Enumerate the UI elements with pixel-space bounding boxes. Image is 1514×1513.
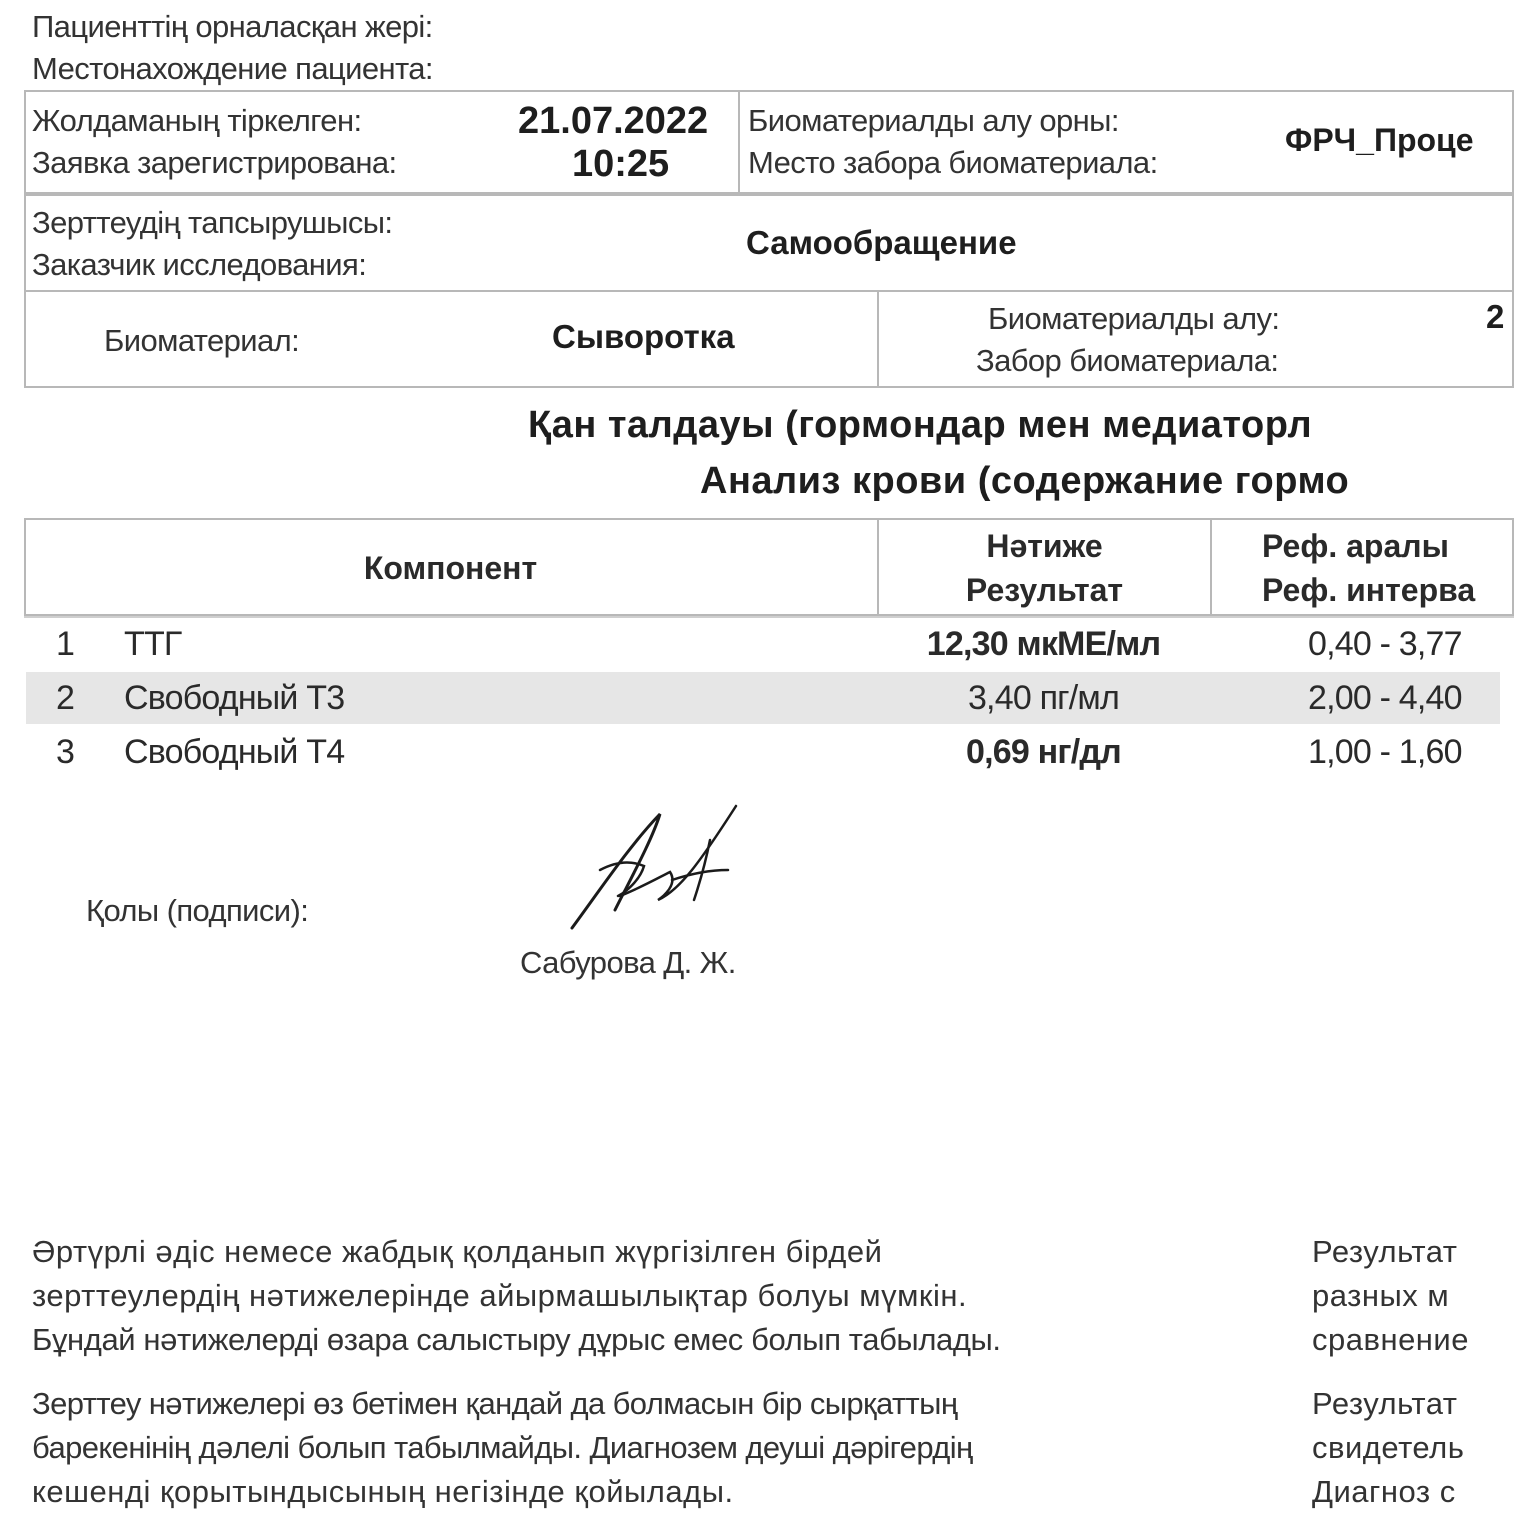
disclaimer-ru-p2-line3: Диагноз с	[1312, 1474, 1456, 1509]
row-component: ТТГ	[124, 625, 182, 663]
disclaimer-ru-p1-line3: сравнение	[1312, 1322, 1469, 1357]
collection-label-kz: Биоматериалды алу:	[988, 301, 1280, 336]
biomaterial-divider	[877, 292, 879, 386]
customer-value: Самообращение	[746, 224, 1017, 261]
collection-place-label-kz: Биоматериалды алу орны:	[748, 103, 1119, 138]
patient-location-label-ru: Местонахождение пациента:	[32, 51, 433, 86]
table-row	[26, 672, 1500, 724]
disclaimer-kz-p1-line3: Бұндай нәтижелерді өзара салыстыру дұрыс емес болып табылады.	[32, 1322, 1001, 1357]
disclaimer-ru-p1-line1: Результат	[1312, 1234, 1458, 1269]
disclaimer-kz-p1-line2: зерттеулердің нәтижелерінде айырмашылықтар болуы мүмкін.	[32, 1278, 968, 1313]
disclaimer-ru-p2-line2: свидетель	[1312, 1430, 1465, 1465]
row-result: 3,40 пг/мл	[967, 679, 1120, 717]
disclaimer-ru-p2-line1: Результат	[1312, 1386, 1458, 1421]
collection-place-label-ru: Место забора биоматериала:	[748, 145, 1158, 180]
collection-place-value: ФРЧ_Проце	[1285, 122, 1474, 158]
signature-scribble-icon	[560, 800, 760, 935]
table-header-divider-2	[1210, 520, 1212, 614]
test-title-kz: Қан талдауы (гормондар мен медиаторл	[528, 404, 1313, 446]
biomaterial-label: Биоматериал:	[104, 323, 300, 358]
row-number: 1	[56, 625, 75, 663]
row-result: 12,30 мкМЕ/мл	[926, 625, 1161, 663]
table-row	[26, 726, 1500, 778]
header-ref-ru: Реф. интерва	[1262, 572, 1476, 608]
header-ref-kz: Реф. аралы	[1262, 528, 1449, 564]
registration-time: 10:25	[572, 143, 670, 185]
row-number: 2	[56, 679, 75, 717]
header-result-ru: Результат	[965, 572, 1124, 608]
row-ref-interval: 0,40 - 3,77	[1308, 625, 1462, 663]
row-result: 0,69 нг/дл	[966, 733, 1121, 771]
row-number: 3	[56, 733, 75, 771]
signature-label: Қолы (подписи):	[86, 893, 309, 928]
registration-label-kz: Жолдаманың тіркелген:	[32, 103, 362, 138]
header-result-kz: Нәтиже	[986, 528, 1103, 564]
signature-name: Сабурова Д. Ж.	[520, 945, 736, 980]
disclaimer-ru-p1-line2: разных м	[1312, 1278, 1450, 1313]
disclaimer-kz-p2-line2: барекенінің дәлелі болып табылмайды. Диагнозем деуші дәрігердің	[32, 1430, 973, 1465]
disclaimer-kz-p2-line1: Зерттеу нәтижелері өз бетімен қандай да болмасын бір сырқаттың	[32, 1386, 958, 1421]
row-ref-interval: 2,00 - 4,40	[1308, 679, 1462, 717]
test-title-ru: Анализ крови (содержание гормо	[700, 460, 1350, 502]
patient-location-label-kz: Пациенттің орналасқан жері:	[32, 9, 433, 44]
registration-label-ru: Заявка зарегистрирована:	[32, 145, 397, 180]
customer-label-kz: Зерттеудің тапсырушысы:	[32, 205, 393, 240]
registration-divider	[738, 92, 740, 192]
disclaimer-kz-p2-line3: кешенді қорытындысының негізінде қойылады.	[32, 1474, 734, 1509]
disclaimer-kz-p1-line1: Әртүрлі әдіс немесе жабдық қолданып жүргізілген бірдей	[32, 1234, 883, 1269]
biomaterial-value: Сыворотка	[552, 318, 735, 355]
row-component: Свободный Т3	[124, 679, 345, 717]
table-row	[26, 618, 1500, 670]
row-ref-interval: 1,00 - 1,60	[1308, 733, 1462, 771]
row-component: Свободный Т4	[124, 733, 345, 771]
collection-value: 2	[1486, 298, 1505, 335]
customer-label-ru: Заказчик исследования:	[32, 247, 367, 282]
header-component: Компонент	[363, 550, 538, 586]
registration-date: 21.07.2022	[518, 100, 709, 142]
collection-label-ru: Забор биоматериала:	[976, 343, 1279, 378]
